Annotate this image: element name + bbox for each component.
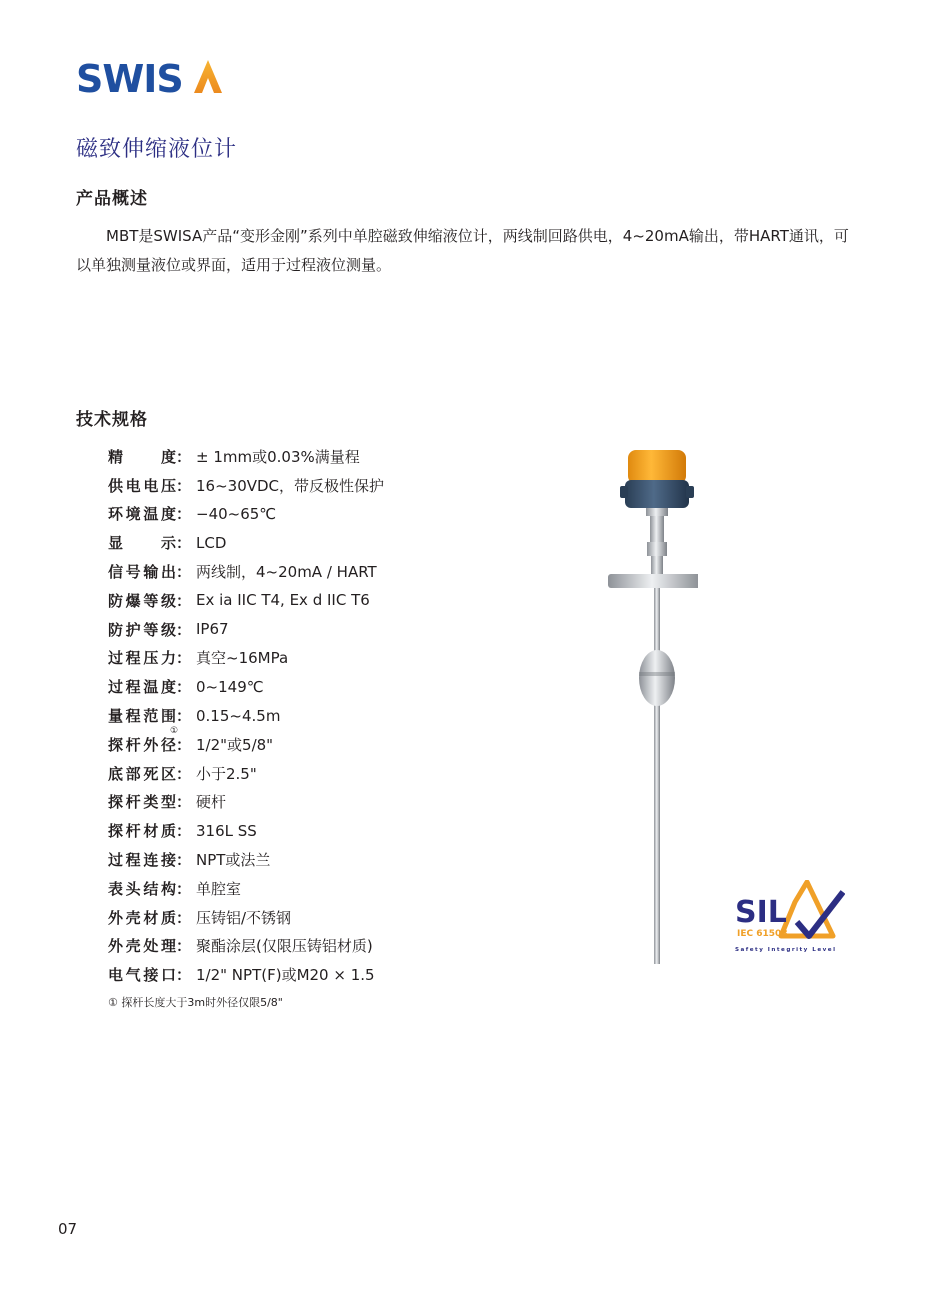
spec-colon: ： <box>176 735 192 754</box>
spec-label-text: 探杆外径 <box>108 735 176 754</box>
spec-label <box>108 763 196 784</box>
spec-label <box>108 676 196 697</box>
spec-colon: ： <box>176 937 192 956</box>
spec-row <box>108 816 384 845</box>
spec-value: Ex ia IIC T4, Ex d IIC T6 <box>196 591 370 610</box>
spec-value: 0~149℃ <box>196 677 264 696</box>
swisa-logo <box>76 56 228 98</box>
spec-label <box>108 849 196 870</box>
spec-heading: 技术规格 <box>76 410 148 430</box>
product-title: 磁致伸缩液位计 <box>76 137 238 162</box>
sil-text: SIL <box>735 895 787 930</box>
spec-colon: ： <box>176 822 192 841</box>
spec-value: 小于2.5" <box>196 764 257 783</box>
spec-value: ± 1mm或0.03%满量程 <box>196 447 360 466</box>
spec-colon: ： <box>176 476 192 495</box>
spec-colon: ： <box>176 591 192 610</box>
spec-label-text: 量程范围 <box>108 707 176 726</box>
spec-row <box>108 672 384 701</box>
spec-label-text: 过程压力 <box>108 649 176 668</box>
spec-label-text: 环境温度 <box>108 505 176 524</box>
spec-value: IP67 <box>196 620 229 639</box>
spec-label <box>108 561 196 582</box>
spec-colon: ： <box>176 966 192 985</box>
spec-colon: ： <box>176 851 192 870</box>
spec-label <box>108 791 196 812</box>
spec-row <box>108 701 384 730</box>
spec-colon: ： <box>176 908 192 927</box>
spec-row <box>108 586 384 615</box>
spec-label-text: 防护等级 <box>108 620 176 639</box>
spec-colon: ： <box>176 505 192 524</box>
sil-standard: IEC 61508 <box>737 929 788 939</box>
spec-row <box>108 874 384 903</box>
spec-label-text: 表头结构 <box>108 879 176 898</box>
spec-label <box>108 820 196 841</box>
spec-label <box>108 619 196 640</box>
spec-row <box>108 528 384 557</box>
spec-label-text: 供电电压 <box>108 476 176 495</box>
spec-label <box>108 935 196 956</box>
spec-row <box>108 903 384 932</box>
spec-label <box>108 725 196 755</box>
spec-label-text: 底部死区 <box>108 764 176 783</box>
spec-row <box>108 759 384 788</box>
spec-label-text: 外壳处理 <box>108 937 176 956</box>
spec-colon: ： <box>176 879 192 898</box>
spec-row <box>108 557 384 586</box>
spec-label <box>108 705 196 726</box>
spec-row <box>108 615 384 644</box>
spec-label <box>108 878 196 899</box>
spec-footnote: ① 探杆长度大于3m时外径仅限5/8" <box>108 996 283 1009</box>
spec-label-text: 探杆材质 <box>108 822 176 841</box>
spec-value: 压铸铝/不锈钢 <box>196 908 292 927</box>
spec-label-text: 显示 <box>108 534 176 553</box>
spec-value: 两线制，4~20mA / HART <box>196 563 377 582</box>
spec-label <box>108 647 196 668</box>
spec-label <box>108 503 196 524</box>
spec-label <box>108 590 196 611</box>
spec-value: −40~65℃ <box>196 504 277 523</box>
svg-text:SWIS: SWIS <box>76 57 183 98</box>
overview-text: MBT是SWISA产品“变形金刚”系列中单腔磁致伸缩液位计，两线制回路供电，4~20mA输出，带HART通讯，可以单独测量液位或界面，适用于过程液位测量。 <box>76 227 849 274</box>
spec-value: LCD <box>196 533 227 552</box>
spec-colon: ： <box>176 534 192 553</box>
spec-label-text: 探杆类型 <box>108 793 176 812</box>
spec-value: 硬杆 <box>196 793 227 812</box>
spec-label <box>108 475 196 496</box>
level-gauge-image <box>598 446 698 966</box>
overview-heading: 产品概述 <box>76 189 148 209</box>
spec-colon: ： <box>176 707 192 726</box>
spec-value: 1/2"或5/8" <box>196 735 274 754</box>
spec-colon: ： <box>176 620 192 639</box>
spec-label-text: 电气接口 <box>108 966 176 985</box>
spec-value: 316L SS <box>196 821 257 840</box>
spec-value: 真空~16MPa <box>196 649 289 668</box>
spec-row <box>108 644 384 673</box>
spec-colon: ： <box>176 764 192 783</box>
spec-row <box>108 845 384 874</box>
page-number: 07 <box>58 1220 78 1238</box>
sil-logo <box>733 880 845 956</box>
spec-colon: ： <box>176 649 192 668</box>
spec-label <box>108 532 196 553</box>
footnote-marker: ① <box>170 725 179 736</box>
spec-value: 聚酯涂层(仅限压铸铝材质) <box>196 937 373 956</box>
spec-value: 1/2" NPT(F)或M20 × 1.5 <box>196 966 375 985</box>
spec-colon: ： <box>176 447 192 466</box>
spec-row <box>108 725 384 759</box>
spec-label-text: 过程连接 <box>108 851 176 870</box>
spec-row <box>108 442 384 471</box>
spec-row <box>108 788 384 817</box>
spec-label-text: 过程温度 <box>108 678 176 697</box>
spec-row <box>108 932 384 961</box>
spec-label <box>108 446 196 467</box>
spec-row <box>108 500 384 529</box>
spec-colon: ： <box>176 563 192 582</box>
spec-label-text: 外壳材质 <box>108 908 176 927</box>
spec-label <box>108 964 196 985</box>
spec-row <box>108 960 384 989</box>
spec-value: 0.15~4.5m <box>196 706 281 725</box>
spec-value: 单腔室 <box>196 879 242 898</box>
spec-row <box>108 471 384 500</box>
spec-colon: ： <box>176 793 192 812</box>
sil-tagline: Safety Integrity Level <box>735 947 837 953</box>
spec-value: 16~30VDC，带反极性保护 <box>196 476 385 495</box>
spec-label-text: 防爆等级 <box>108 591 176 610</box>
spec-label-text: 精度 <box>108 447 176 466</box>
spec-value: NPT或法兰 <box>196 851 271 870</box>
spec-colon: ： <box>176 678 192 697</box>
spec-table <box>108 442 384 989</box>
spec-label <box>108 907 196 928</box>
spec-label-text: 信号输出 <box>108 563 176 582</box>
